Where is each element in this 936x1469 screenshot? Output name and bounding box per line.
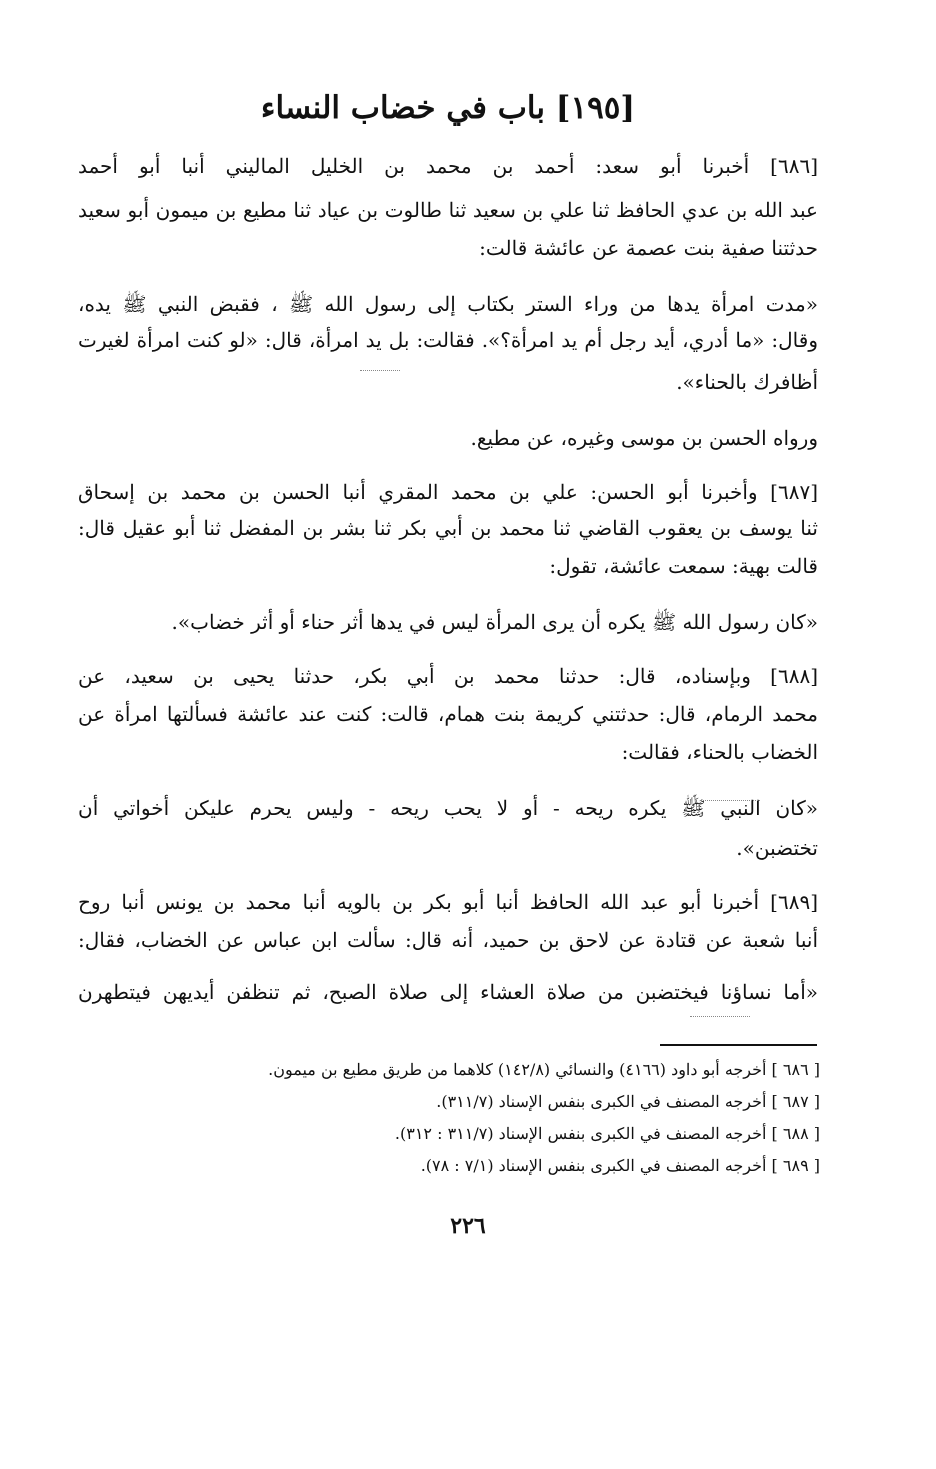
text-line: محمد الرمام، قال: حدثتني كريمة بنت همام، قالت: كنت عند عائشة فسألتها امرأة عن (78, 702, 818, 726)
text-line: الخضاب بالحناء، فقالت: (621, 740, 818, 764)
text-line: «أما نساؤنا فيختضبن من صلاة العشاء إلى صلاة الصبح، ثم تنظفن أيديهن فيتطهرن (78, 980, 818, 1004)
page-number: ٢٢٦ (450, 1213, 486, 1239)
text-line: أنبا شعبة عن قتادة عن لاحق بن حميد، أنه قال: سألت ابن عباس عن الخضاب، فقال: (78, 928, 818, 952)
footnote: [ ٦٨٨ ] أخرجه المصنف في الكبرى بنفس الإسناد (٣١١/٧ : ٣١٢). (394, 1124, 820, 1143)
text-line: [٦٨٩] أخبرنا أبو عبد الله الحافظ أنبا أبو بكر بن بالويه أنبا محمد بن يونس أنبا روح (78, 890, 818, 914)
text-line: وقال: «ما أدري، أيد رجل أم يد امرأة؟». فقالت: بل يد امرأة، قال: «لو كنت امرأة لغيرت (78, 328, 818, 352)
scan-mark (690, 1016, 750, 1017)
text-line: ثنا يوسف بن يعقوب القاضي ثنا محمد بن أبي بكر ثنا بشر بن المفضل ثنا أبو عقيل قال: (78, 516, 818, 540)
footnote-separator (660, 1044, 817, 1046)
text-line: «كان النبي ﷺ يكره ريحه - أو لا يحب ريحه - وليس يحرم عليكن أخواتي أن (78, 796, 818, 820)
text-line: [٦٨٧] وأخبرنا أبو الحسن: علي بن محمد المقري أنبا الحسن بن محمد بن إسحاق (78, 480, 818, 504)
text-line: قالت بهية: سمعت عائشة، تقول: (549, 554, 818, 578)
text-line: [٦٨٨] وبإسناده، قال: حدثنا محمد بن أبي بكر، حدثنا يحيى بن سعيد، عن (78, 664, 818, 688)
footnote: [ ٦٨٧ ] أخرجه المصنف في الكبرى بنفس الإسناد (٣١١/٧). (436, 1092, 820, 1111)
text-line: تختضبن». (736, 836, 818, 860)
text-line: أظافرك بالحناء». (676, 370, 818, 394)
scan-mark (700, 800, 760, 801)
text-line: «مدت امرأة يدها من وراء الستر بكتاب إلى رسول الله ﷺ ، فقبض النبي ﷺ يده، (78, 292, 818, 316)
text-line: حدثتنا صفية بنت عصمة عن عائشة قالت: (479, 236, 818, 260)
footnote: [ ٦٨٦ ] أخرجه أبو داود (٤١٦٦) والنسائي (١٤٢/٨) كلاهما من طريق مطيع بن ميمون. (268, 1060, 820, 1079)
text-line: «كان رسول الله ﷺ يكره أن يرى المرأة ليس في يدها أثر حناء أو أثر خضاب». (171, 610, 818, 634)
text-line: [٦٨٦] أخبرنا أبو سعد: أحمد بن محمد بن الخليل الماليني أنبا أبو أحمد (78, 154, 818, 178)
scan-mark (360, 370, 400, 371)
footnote: [ ٦٨٩ ] أخرجه المصنف في الكبرى بنفس الإسناد (٧/١ : ٧٨). (420, 1156, 820, 1175)
chapter-title: [١٩٥] باب في خضاب النساء (260, 90, 636, 126)
text-line: عبد الله بن عدي الحافظ ثنا علي بن سعيد ثنا طالوت بن عياد ثنا مطيع بن ميمون أبو سعيد (78, 198, 818, 222)
text-line: ورواه الحسن بن موسى وغيره، عن مطيع. (470, 426, 818, 450)
